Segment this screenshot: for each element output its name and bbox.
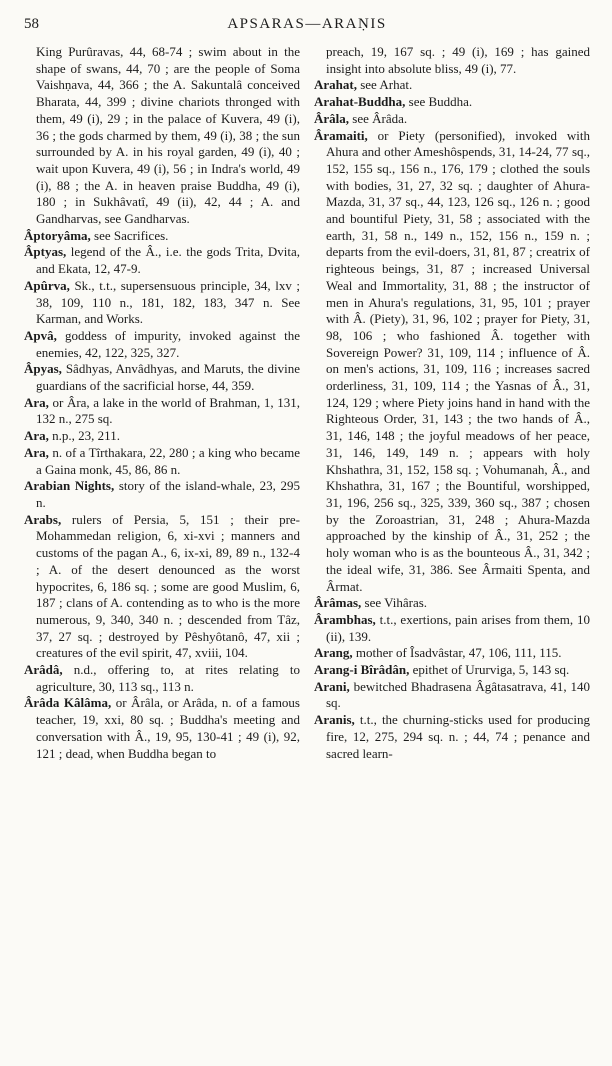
page-header: [24, 12, 590, 38]
entry-headword: Arani,: [314, 678, 350, 694]
entry-headword: Ârâda Kâlâma,: [24, 695, 112, 711]
entry-text: legend of the Â., i.e. the gods Trita, Dvita, and Ekata, 12, 47-9.: [36, 244, 300, 277]
entry-headword: Âramaiti,: [314, 127, 368, 143]
index-columns: [24, 44, 590, 762]
index-entry: [24, 278, 300, 328]
entry-headword: Arang,: [314, 645, 353, 661]
entry-text: n. of a Tîrthakara, 22, 280 ; a king who became a Gaina monk, 45, 86, 86 n.: [36, 444, 300, 477]
index-entry: [24, 512, 300, 662]
index-entry: [24, 695, 300, 762]
entry-text: Sk., t.t., supersensuous principle, 34, lxv ; 38, 109, 110 n., 181, 182, 183, 347 n. See Karman, and Works.: [36, 277, 300, 327]
index-entry: [24, 662, 300, 695]
entry-headword: Ârambhas,: [314, 611, 376, 627]
page-number: 58: [24, 16, 39, 32]
entry-text: or Âra, a lake in the world of Brahman, 1, 131, 132 n., 275 sq.: [36, 394, 300, 427]
index-entry: [24, 228, 300, 245]
entry-text: see Sacrifices.: [94, 227, 169, 243]
entry-headword: Arâdâ,: [24, 662, 63, 678]
entry-text: see Vihâras.: [364, 595, 428, 611]
index-entry: [24, 478, 300, 511]
entry-text: bewitched Bhadrasena Âgâtasatrava, 41, 140 sq.: [326, 678, 590, 711]
entry-headword: Arahat-Buddha,: [314, 94, 406, 110]
entry-text: n.p., 23, 211.: [52, 428, 120, 444]
index-entry: [24, 428, 300, 445]
running-head: APSARAS—ARAṆIS: [227, 16, 387, 32]
entry-text: or Piety (personified), invoked with Ahura and other Ameshôspends, 31, 14-24, 77 sq., 152, 155 sq., 156 n., 176, 179 ; clothed the souls with bodies, 31, 27, 32 sq. ; daughter of Ahura-Mazda, 31, 37 sq., 44, 123, 126 sq., 126 n. ; good and bountiful Piety, 31, 58 ; associated with the earth, 31, 58 n., 149 n., 152, 156 n., 159 n. ; departs from the evil-doers, 31, 81, 87 ; creatrix of righteous beings, 31, 87 ; increased Universal Weal and Immortality, 31, 88 ; the instructor of men in Ahura's regulations, 31, 95, 101 ; prayer with Â. (Piety), 31, 96, 102 ; prayer for Piety, 31, 98, 106 ; who fashioned Â. together with Sovereign Power? 31, 109, 114 ; influence of Â. on men's actions, 31, 109, 116 ; increases sacred orderliness, 31, 109, 114 ; the Yasnas of Â., 31, 124, 129 ; where Piety joins hand in hand with the Righteous Order, 31, 143 ; the two hands of Â., 31, 146, 148 ; the joyful meadows of her peace, 31, 146, 149, 149 n. ; appears with holy Khshathra, 31, 152, 158 sq. ; Vohumanah, Â., and Khshathra, 31, 167 ; the Bountiful, worshipped, 31, 196, 256 sq., 325, 339, 360 sq., 387 ; chosen by the Zoroastrian, 31, 248 ; Ahura-Mazda approached by the kinship of Â., 31, 252 ; the holy woman who is as the bounteous Â., 31, 342 ; the ideal wife, 31, 386. See Ârmaiti Spenta, and Ârmat.: [326, 127, 591, 594]
entry-text: epithet of Ururviga, 5, 143 sq.: [412, 662, 570, 678]
entry-text: t.t., the churning-sticks used for producing fire, 12, 275, 294 sq. n. ; 44, 74 ; penance and sacred learn-: [326, 712, 590, 761]
entry-text: goddess of impurity, invoked against the enemies, 42, 122, 325, 327.: [36, 327, 300, 360]
index-entry: [314, 77, 590, 94]
index-entry: [24, 328, 300, 361]
index-entry: [314, 712, 590, 762]
entry-text: preach, 19, 167 sq. ; 49 (i), 169 ; has gained insight into absolute bliss, 49 (i), 77.: [326, 44, 590, 76]
entry-text: story of the island-whale, 23, 295 n.: [36, 478, 300, 510]
index-entry: [314, 679, 590, 712]
index-entry: [24, 395, 300, 428]
entry-text: see Buddha.: [408, 94, 473, 110]
entry-headword: Arang-i Bîrâdân,: [314, 662, 410, 678]
entry-headword: Arabian Nights,: [24, 478, 115, 494]
entry-headword: Arahat,: [314, 77, 357, 93]
index-entry: [314, 94, 590, 111]
right-column: [314, 44, 590, 762]
entry-headword: Ârâla,: [314, 110, 350, 126]
index-entry: [24, 361, 300, 394]
entry-headword: Aranis,: [314, 712, 355, 728]
index-entry: [314, 128, 590, 596]
entry-headword: Arabs,: [24, 511, 62, 527]
entry-headword: Âpyas,: [24, 361, 62, 377]
entry-text: t.t., exertions, pain arises from them, 10 (ii), 139.: [326, 611, 591, 644]
index-entry: [314, 44, 590, 77]
entry-headword: Apvâ,: [24, 327, 57, 343]
entry-headword: Âptyas,: [24, 244, 67, 260]
index-entry: [314, 595, 590, 612]
entry-headword: Apûrva,: [24, 277, 70, 293]
entry-text: King Purûravas, 44, 68-74 ; swim about in the shape of swans, 44, 70 ; are the people of Soma Vaishṇava, 44, 366 ; the A. Sakuntalâ conceived Bharata, 44, 399 ; divine chariots thronged with them, 49 (i), 29 ; in the palace of Kuvera, 49 (i), 36 ; the gods charmed by them, 49 (i), 38 ; the sun surrounded by A. in his royal garden, 49 (i), 40 ; wait upon Kuvera, 49 (i), 56 ; in Indra's world, 49 (i), 88 ; the A. in heaven praise Buddha, 49 (i), 180 ; in Sukhâvatî, 49 (ii), 42, 44 ; A. and Gandharvas, see Gandharvas.: [36, 44, 300, 227]
entry-text: n.d., offering to, at rites relating to agriculture, 30, 113 sq., 113 n.: [36, 662, 301, 694]
entry-text: see Ârâda.: [352, 110, 408, 126]
entry-text: mother of Îsadvâstar, 47, 106, 111, 115.: [355, 645, 562, 661]
index-entry: [314, 111, 590, 128]
entry-text: or Ârâla, or Arâda, n. of a famous teacher, 19, xxi, 80 sq. ; Buddha's meeting and conversation with Â., 19, 95, 130-41 ; 49 (i), 92, 121 ; dead, when Buddha began to: [36, 695, 300, 761]
index-entry: [314, 662, 590, 679]
index-entry: [24, 445, 300, 478]
entry-text: Sâdhyas, Anvâdhyas, and Maruts, the divine guardians of the sacrificial horse, 44, 359.: [36, 361, 300, 394]
index-entry: [314, 645, 590, 662]
entry-headword: Âptoryâma,: [24, 227, 91, 243]
entry-text: rulers of Persia, 5, 151 ; their pre-Mohammedan religion, 6, xi-xvi ; manners and customs of the pagan A., 6, ix-xi, 89, 89 n., 132-4 ; A. of the desert denounced as the worst hypocrites, 6, 186 sq. ; some are good Muslim, 6, 187 ; clans of A. contending as to who is the more numerous, 9, 340, 340 n. ; descended from Tâz, 37, 27 sq. ; destroyed by Pêshyôtanô, 47, xii ; creatures of the evil spirit, 47, xviii, 104.: [36, 511, 301, 661]
entry-headword: Ara,: [24, 394, 49, 410]
entry-headword: Ara,: [24, 444, 49, 460]
left-column: [24, 44, 300, 762]
index-entry: [314, 612, 590, 645]
entry-headword: Ârâmas,: [314, 595, 362, 611]
entry-headword: Ara,: [24, 428, 49, 444]
entry-text: see Arhat.: [360, 77, 413, 93]
index-entry: [24, 244, 300, 277]
index-entry: [24, 44, 300, 228]
